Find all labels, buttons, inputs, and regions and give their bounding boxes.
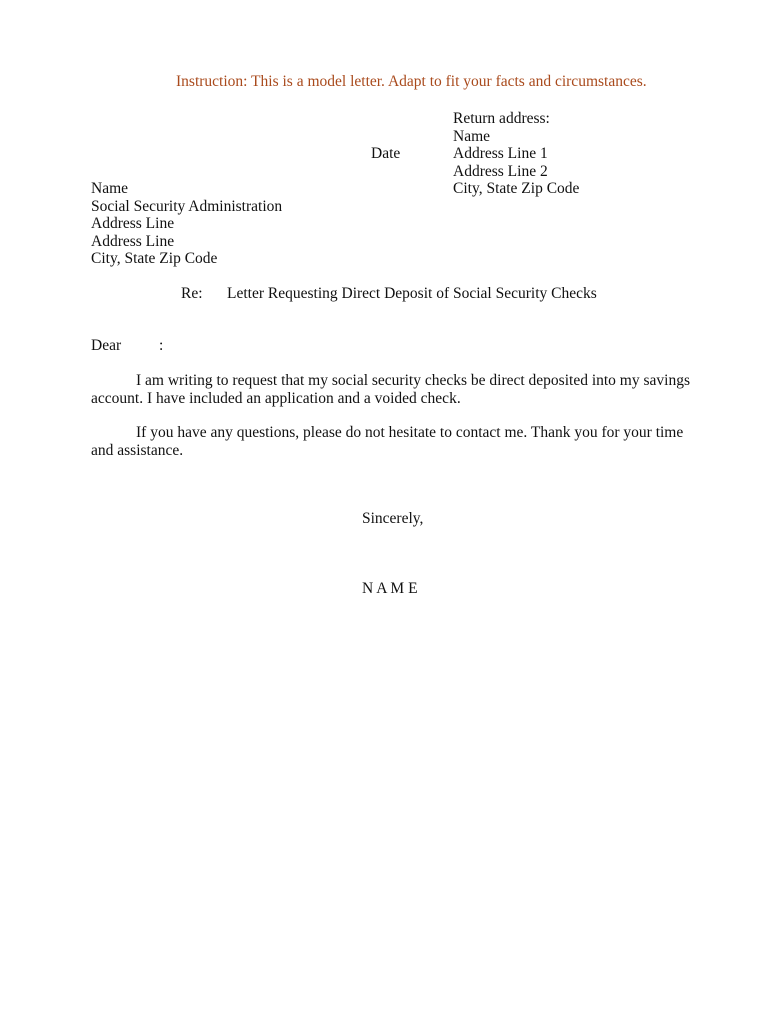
re-label: Re: xyxy=(181,285,203,302)
recipient-line2: Address Line xyxy=(91,232,175,250)
recipient-city: City, State Zip Code xyxy=(91,250,218,267)
re-subject: Letter Requesting Direct Deposit of Social Security Checks xyxy=(227,285,597,302)
paragraph-2-line-1: If you have any questions, please do not hesitate to contact me. Thank you for your time xyxy=(136,424,684,441)
return-address-line1: Address Line 1 xyxy=(453,145,548,162)
recipient-line1: Address Line xyxy=(91,215,175,232)
return-address-city: City, State Zip Code xyxy=(453,180,580,197)
paragraph-2-line-2: and assistance. xyxy=(91,441,184,459)
paragraph-1-line-1: I am writing to request that my social security checks be direct deposited into my savings xyxy=(136,372,690,389)
paragraph-1-line-2: account. I have included an application and a voided check. xyxy=(91,389,461,407)
return-address-line2: Address Line 2 xyxy=(453,162,548,180)
closing: Sincerely, xyxy=(362,510,424,527)
salutation-colon: : xyxy=(159,337,164,354)
date-field: Date xyxy=(371,145,401,162)
return-address-label: Return address: xyxy=(453,110,550,127)
recipient-org: Social Security Administration xyxy=(91,197,283,215)
salutation-dear: Dear xyxy=(91,337,122,354)
signature-name: N A M E xyxy=(362,580,418,597)
return-address-name: Name xyxy=(453,127,491,145)
instruction-note: Instruction: This is a model letter. Adapt to fit your facts and circumstances. xyxy=(176,73,647,90)
recipient-name: Name xyxy=(91,180,129,197)
